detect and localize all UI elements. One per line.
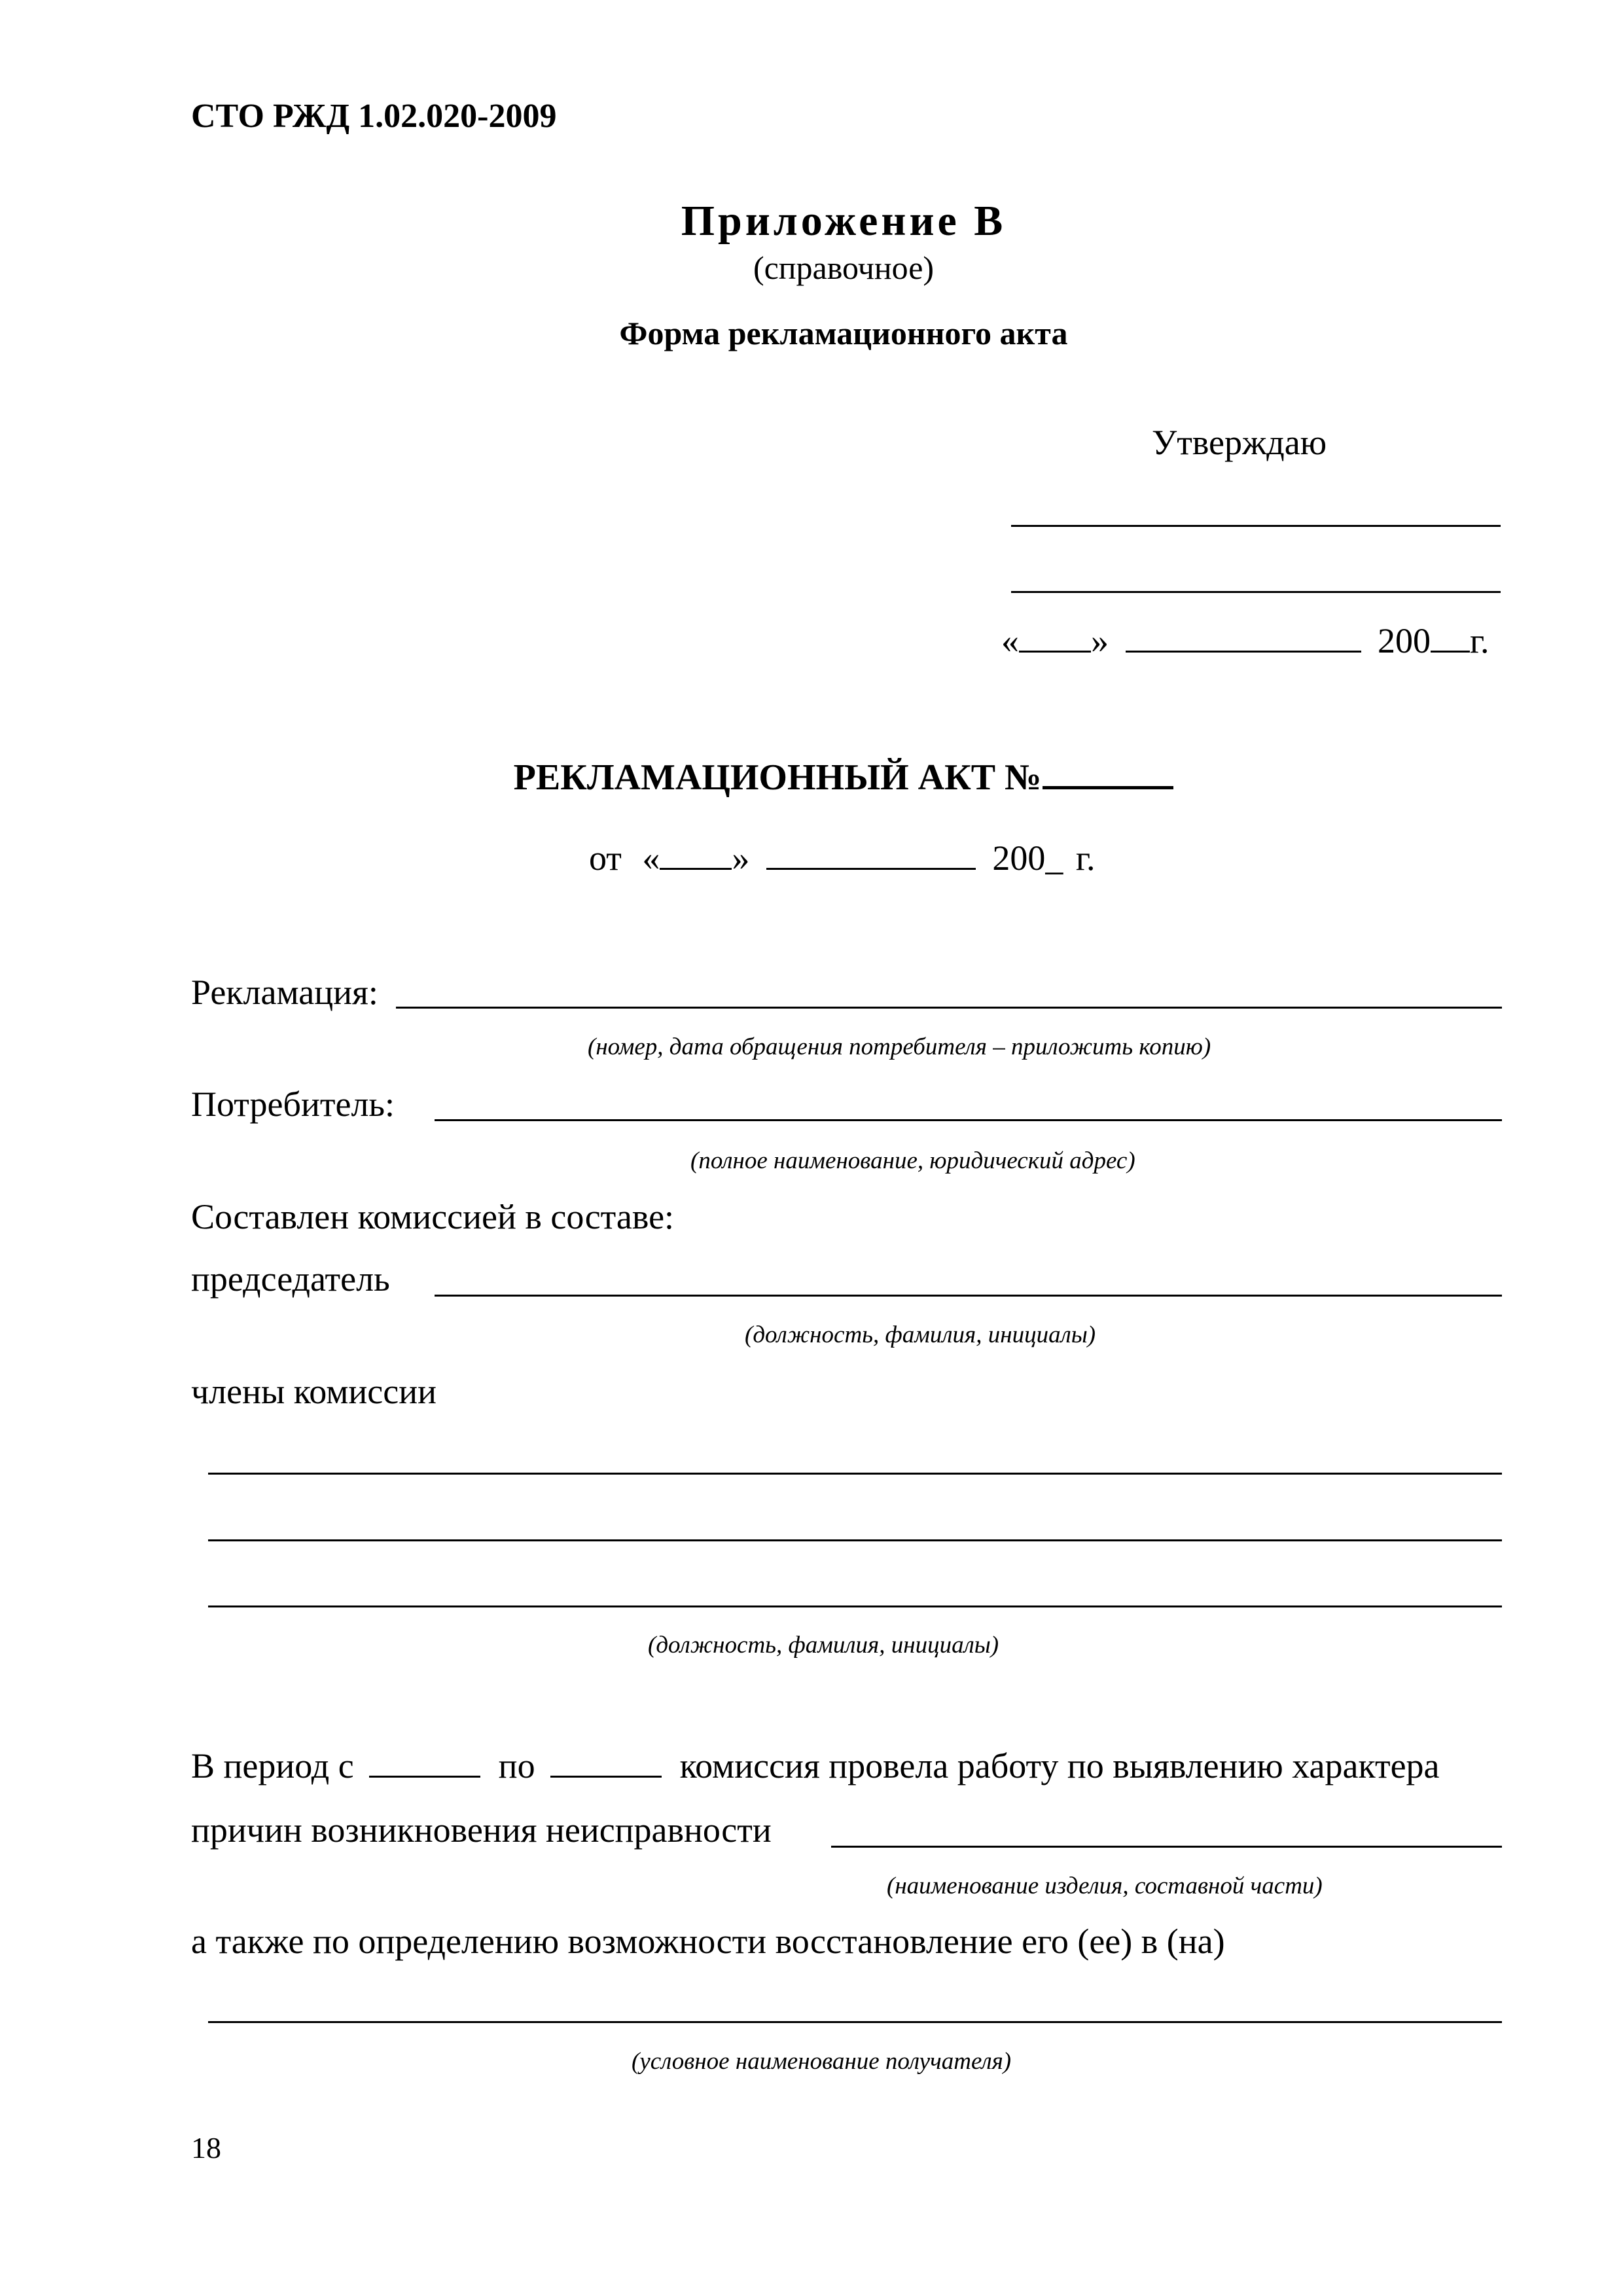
period-from-label: В период с <box>191 1746 354 1785</box>
approver-position-line[interactable] <box>1011 525 1501 527</box>
act-year-prefix: 200_ <box>992 838 1063 878</box>
act-date-prefix: от <box>589 838 622 878</box>
member-line-1[interactable] <box>208 1473 1502 1475</box>
chairman-field-line[interactable] <box>435 1295 1502 1297</box>
claim-label: Рекламация: <box>191 973 378 1012</box>
act-year-suffix: г. <box>1075 838 1096 878</box>
page-number: 18 <box>191 2131 221 2164</box>
act-number-blank[interactable] <box>1043 756 1173 789</box>
period-from-blank[interactable] <box>369 1746 480 1778</box>
chairman-label: председатель <box>191 1259 390 1299</box>
cause-label: причин возникновения неисправности <box>191 1810 772 1850</box>
act-date-close-quote: » <box>732 838 750 878</box>
period-rest-text: комиссия провела работу по выявлению характера <box>679 1746 1440 1785</box>
member-line-2[interactable] <box>208 1539 1502 1541</box>
consumer-field-line[interactable] <box>435 1119 1502 1121</box>
restore-label: а также по определению возможности восстановление его (ее) в (на) <box>191 1922 1225 1961</box>
act-month-blank[interactable] <box>766 838 976 870</box>
consumer-hint: (полное наименование, юридический адрес) <box>690 1147 1135 1174</box>
act-title <box>0 756 1623 798</box>
recipient-field-line[interactable] <box>208 2021 1502 2023</box>
chairman-hint: (должность, фамилия, инициалы) <box>745 1321 1096 1348</box>
recipient-hint: (условное наименование получателя) <box>632 2048 1012 2075</box>
approval-month-blank[interactable] <box>1126 620 1361 653</box>
approval-date-close-quote: » <box>1091 621 1109 660</box>
claim-hint: (номер, дата обращения потребителя – приложить копию) <box>588 1033 1211 1060</box>
act-title-text: РЕКЛАМАЦИОННЫЙ АКТ № <box>513 757 1042 798</box>
approval-day-blank[interactable] <box>1019 620 1091 653</box>
appendix-type: (справочное) <box>753 249 935 286</box>
members-label: члены комиссии <box>191 1372 437 1411</box>
approval-year-blank[interactable] <box>1431 620 1470 653</box>
cause-hint: (наименование изделия, составной части) <box>887 1873 1323 1899</box>
approver-name-line[interactable] <box>1011 591 1501 593</box>
approve-label: Утверждаю <box>1152 423 1327 462</box>
appendix-title: Приложение В <box>681 197 1007 245</box>
form-title: Форма рекламационного акта <box>619 315 1068 351</box>
consumer-label: Потребитель: <box>191 1085 395 1124</box>
claim-field-line[interactable] <box>396 1007 1502 1009</box>
commission-label: Составлен комиссией в составе: <box>191 1197 675 1236</box>
act-date <box>589 838 1095 878</box>
period-to-label: по <box>498 1746 535 1785</box>
approval-year-prefix: 200 <box>1378 621 1431 660</box>
member-line-3[interactable] <box>208 1605 1502 1607</box>
approval-date <box>1001 620 1489 661</box>
document-code: СТО РЖД 1.02.020-2009 <box>191 98 557 135</box>
approval-year-suffix: г. <box>1470 621 1489 660</box>
period-line <box>191 1746 1440 1786</box>
approval-date-open-quote: « <box>1001 621 1019 660</box>
act-date-open-quote: « <box>642 838 660 878</box>
cause-field-line[interactable] <box>831 1846 1502 1848</box>
members-hint: (должность, фамилия, инициалы) <box>648 1632 999 1659</box>
period-to-blank[interactable] <box>550 1746 662 1778</box>
act-day-blank[interactable] <box>660 838 732 870</box>
